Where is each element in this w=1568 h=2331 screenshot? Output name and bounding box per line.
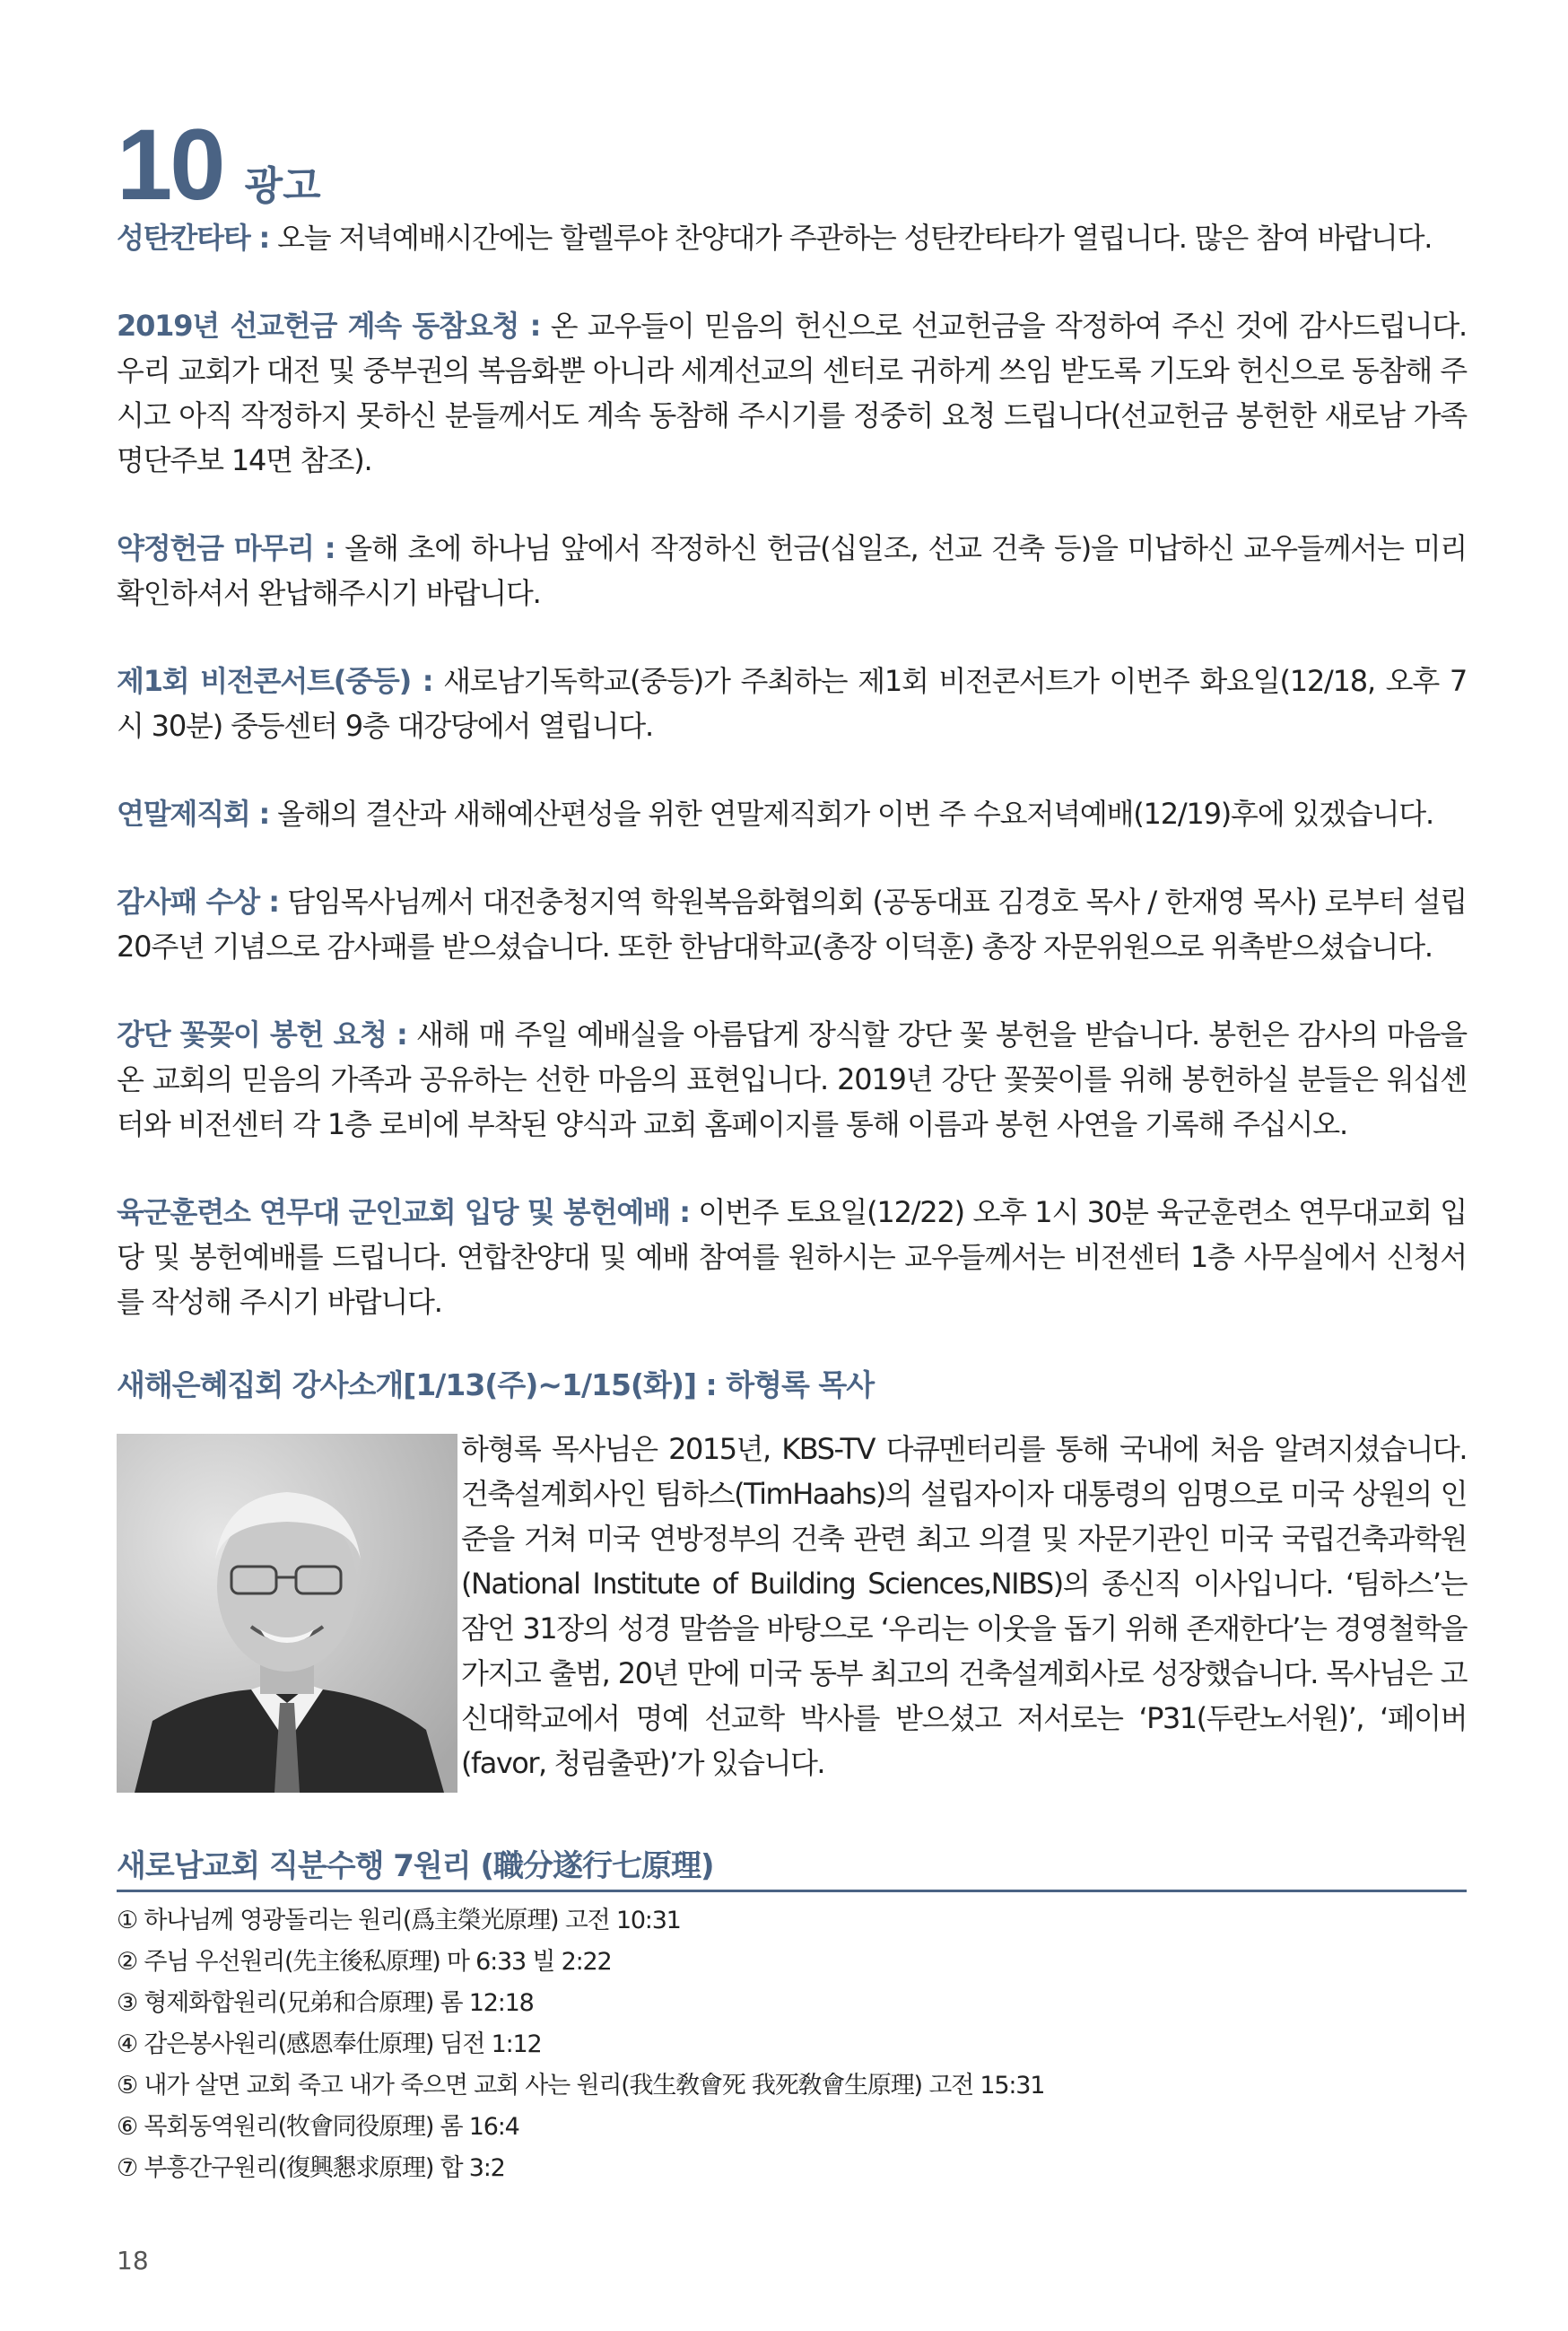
list-item: ⑦ 부흥간구원리(復興懇求原理) 합 3:2 xyxy=(117,2154,505,2182)
principles-heading: 새로남교회 직분수행 7원리 (職分遂行七原理) xyxy=(117,1848,714,1884)
page-number: 18 xyxy=(117,2246,149,2275)
notice-body: 이번주 토요일(12/22) 오후 1시 30분 육군훈련소 연무대교회 입당 및 봉헌예배를 드립니다. 연합찬양대 및 예배 참여를 원하시는 교우들께서는 비전센터 1층 사무실에서 신청서를 작성해 주시기 바랍니다. xyxy=(117,1195,1467,1319)
notice-list xyxy=(117,215,1467,1367)
list-item: ⑤ 내가 살면 교회 죽고 내가 죽으면 교회 사는 원리(我生敎會死 我死敎會生原理) 고전 15:31 xyxy=(117,2072,1045,2100)
section-number: 10 xyxy=(117,109,223,221)
notice-title: 연말제직회 : xyxy=(117,797,270,831)
notice-body: 새로남기독학교(중등)가 주최하는 제1회 비전콘서트가 이번주 화요일(12/18, 오후 7시 30분) 중등센터 9층 대강당에서 열립니다. xyxy=(117,664,1467,743)
speaker-photo xyxy=(117,1434,457,1793)
section-header xyxy=(117,109,321,221)
notice-christmas-cantata xyxy=(117,215,1467,260)
section-title: 광고 xyxy=(244,163,321,209)
notice-title: 강단 꽃꽂이 봉헌 요청 : xyxy=(117,1017,407,1052)
list-item: ① 하나님께 영광돌리는 원리(爲主榮光原理) 고전 10:31 xyxy=(117,1907,681,1934)
notice-body: 새해 매 주일 예배실을 아름답게 장식할 강단 꽃 봉헌을 받습니다. 봉헌은 감사의 마음을 온 교회의 믿음의 가족과 공유하는 선한 마음의 표현입니다. 2019년 강단 꽃꽂이를 위해 봉헌하실 분들은 워십센터와 비전센터 각 1층 로비에 부착된 양식과 교회 홈페이지를 통해 이름과 봉헌 사연을 기록해 주십시오. xyxy=(117,1017,1467,1141)
principles-list xyxy=(117,1900,1044,2189)
notice-title: 육군훈련소 연무대 군인교회 입당 및 봉헌예배 : xyxy=(117,1195,690,1229)
notice-appreciation-plaque xyxy=(117,879,1467,969)
notice-military-church xyxy=(117,1190,1467,1324)
list-item: ④ 감은봉사원리(感恩奉仕原理) 딤전 1:12 xyxy=(117,2030,542,2058)
speaker-bio: 하형록 목사님은 2015년, KBS-TV 다큐멘터리를 통해 국내에 처음 알려지셨습니다. 건축설계회사인 팀하스(TimHaahs)의 설립자이자 대통령의 임명으로 미국 상원의 인준을 거쳐 미국 연방정부의 건축 관련 최고 의결 및 자문기관인 미국 국립건축과학원(National Institute of Building Sciences,NIBS)의 종신직 이사입니다. ‘팀하스’는 잠언 31장의 성경 말씀을 바탕으로 ‘우리는 이웃을 돕기 위해 존재한다’는 경영철학을 가지고 출범, 20년 만에 미국 동부 최고의 건축설계회사로 성장했습니다. 목사님은 고신대학교에서 명예 선교학 박사를 받으셨고 저서로는 ‘P31(두란노서원)’, ‘페이버(favor, 청림출판)’가 있습니다. xyxy=(461,1432,1467,1780)
heading-divider xyxy=(117,1890,1467,1892)
list-item: ③ 형제화합원리(兄弟和合原理) 롬 12:18 xyxy=(117,1989,534,2017)
notice-title: 약정헌금 마무리 : xyxy=(117,531,335,565)
list-item: ⑥ 목회동역원리(牧會同役原理) 롬 16:4 xyxy=(117,2113,519,2141)
notice-body: 온 교우들이 믿음의 헌신으로 선교헌금을 작정하여 주신 것에 감사드립니다. 우리 교회가 대전 및 중부권의 복음화뿐 아니라 세계선교의 센터로 귀하게 쓰임 받도록 기도와 헌신으로 동참해 주시고 아직 작정하지 못하신 분들께서도 계속 동참해 주시기를 정중히 요청 드립니다(선교헌금 봉헌한 새로남 가족명단주보 14면 참조). xyxy=(117,309,1467,477)
speaker-heading: 새해은혜집회 강사소개[1/13(주)~1/15(화)] : 하형록 목사 xyxy=(117,1367,875,1402)
notice-body: 담임목사님께서 대전충청지역 학원복음화협의회 (공동대표 김경호 목사 / 한재영 목사) 로부터 설립20주년 기념으로 감사패를 받으셨습니다. 또한 한남대학교(총장 이덕훈) 총장 자문위원으로 위촉받으셨습니다. xyxy=(117,885,1467,964)
notice-flower-offering xyxy=(117,1012,1467,1147)
list-item: ② 주님 우선원리(先主後私原理) 마 6:33 빌 2:22 xyxy=(117,1948,612,1976)
speaker-portrait-icon xyxy=(117,1434,457,1793)
notice-title: 성탄칸타타 : xyxy=(117,221,270,255)
notice-title: 감사패 수상 : xyxy=(117,885,279,919)
notice-mission-offering xyxy=(117,303,1467,483)
notice-pledge-offering xyxy=(117,526,1467,615)
notice-body: 오늘 저녁예배시간에는 할렐루야 찬양대가 주관하는 성탄칸타타가 열립니다. 많은 참여 바랍니다. xyxy=(269,221,1433,255)
notice-title: 2019년 선교헌금 계속 동참요청 : xyxy=(117,309,541,343)
notice-title: 제1회 비전콘서트(중등) : xyxy=(117,664,433,698)
notice-vision-concert xyxy=(117,659,1467,748)
notice-body: 올해 초에 하나님 앞에서 작정하신 헌금(십일조, 선교 건축 등)을 미납하신 교우들께서는 미리 확인하셔서 완납해주시기 바랍니다. xyxy=(117,531,1467,610)
notice-year-end-meeting xyxy=(117,791,1467,836)
notice-body: 올해의 결산과 새해예산편성을 위한 연말제직회가 이번 주 수요저녁예배(12/19)후에 있겠습니다. xyxy=(269,797,1433,831)
